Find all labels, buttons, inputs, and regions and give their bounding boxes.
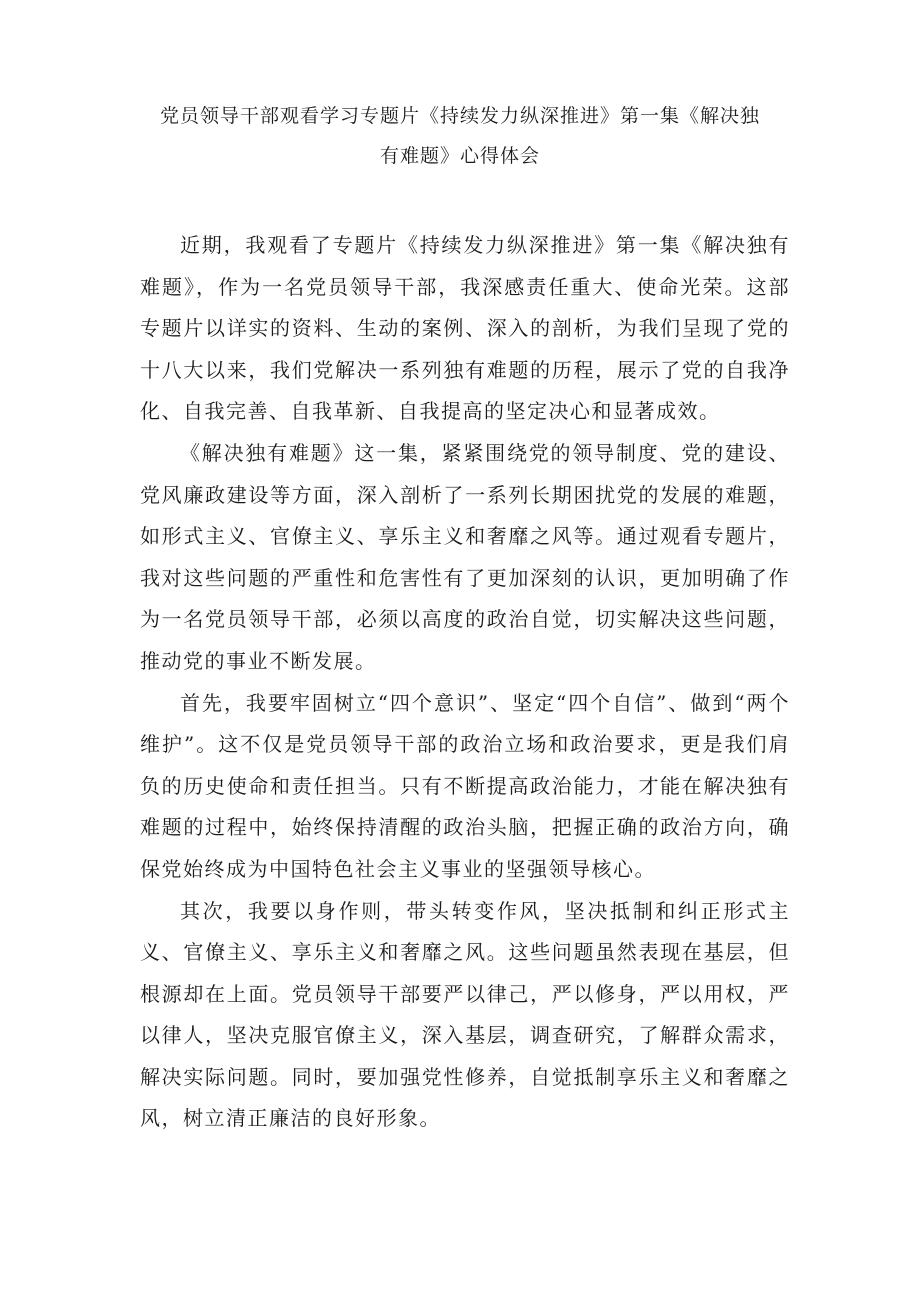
paragraph-4: 其次，我要以身作则，带头转变作风，坚决抵制和纠正形式主义、官僚主义、享乐主义和奢靡之风。这些问题虽然表现在基层，但根源却在上面。党员领导干部要严以律己，严以修身，严以用权，严以律人，坚决克服官僚主义，深入基层，调查研究，了解群众需求，解决实际问题。同时，要加强党性修养，自觉抵制享乐主义和奢靡之风，树立清正廉洁的良好形象。 <box>140 898 790 1131</box>
document-title-line-1: 党员领导干部观看学习专题片《持续发力纵深推进》第一集《解决独 <box>159 105 760 127</box>
paragraph-1: 近期，我观看了专题片《持续发力纵深推进》第一集《解决独有难题》，作为一名党员领导干部，我深感责任重大、使命光荣。这部专题片以详实的资料、生动的案例、深入的剖析，为我们呈现了党的十八大以来，我们党解决一系列独有难题的历程，展示了党的自我净化、自我完善、自我革新、自我提高的坚定决心和显著成效。 <box>140 233 790 424</box>
paragraph-2: 《解决独有难题》这一集，紧紧围绕党的领导制度、党的建设、党风廉政建设等方面，深入剖析了一系列长期困扰党的发展的难题，如形式主义、官僚主义、享乐主义和奢靡之风等。通过观看专题片，我对这些问题的严重性和危害性有了更加深刻的认识，更加明确了作为一名党员领导干部，必须以高度的政治自觉，切实解决这些问题，推动党的事业不断发展。 <box>140 440 790 673</box>
document-title-line-2: 有难题》心得体会 <box>379 145 540 167</box>
document-body <box>140 225 790 1140</box>
paragraph-3: 首先，我要牢固树立“四个意识”、坚定“四个自信”、做到“两个维护”。这不仅是党员领导干部的政治立场和政治要求，更是我们肩负的历史使命和责任担当。只有不断提高政治能力，才能在解决独有难题的过程中，始终保持清醒的政治头脑，把握正确的政治方向，确保党始终成为中国特色社会主义事业的坚强领导核心。 <box>140 690 790 881</box>
